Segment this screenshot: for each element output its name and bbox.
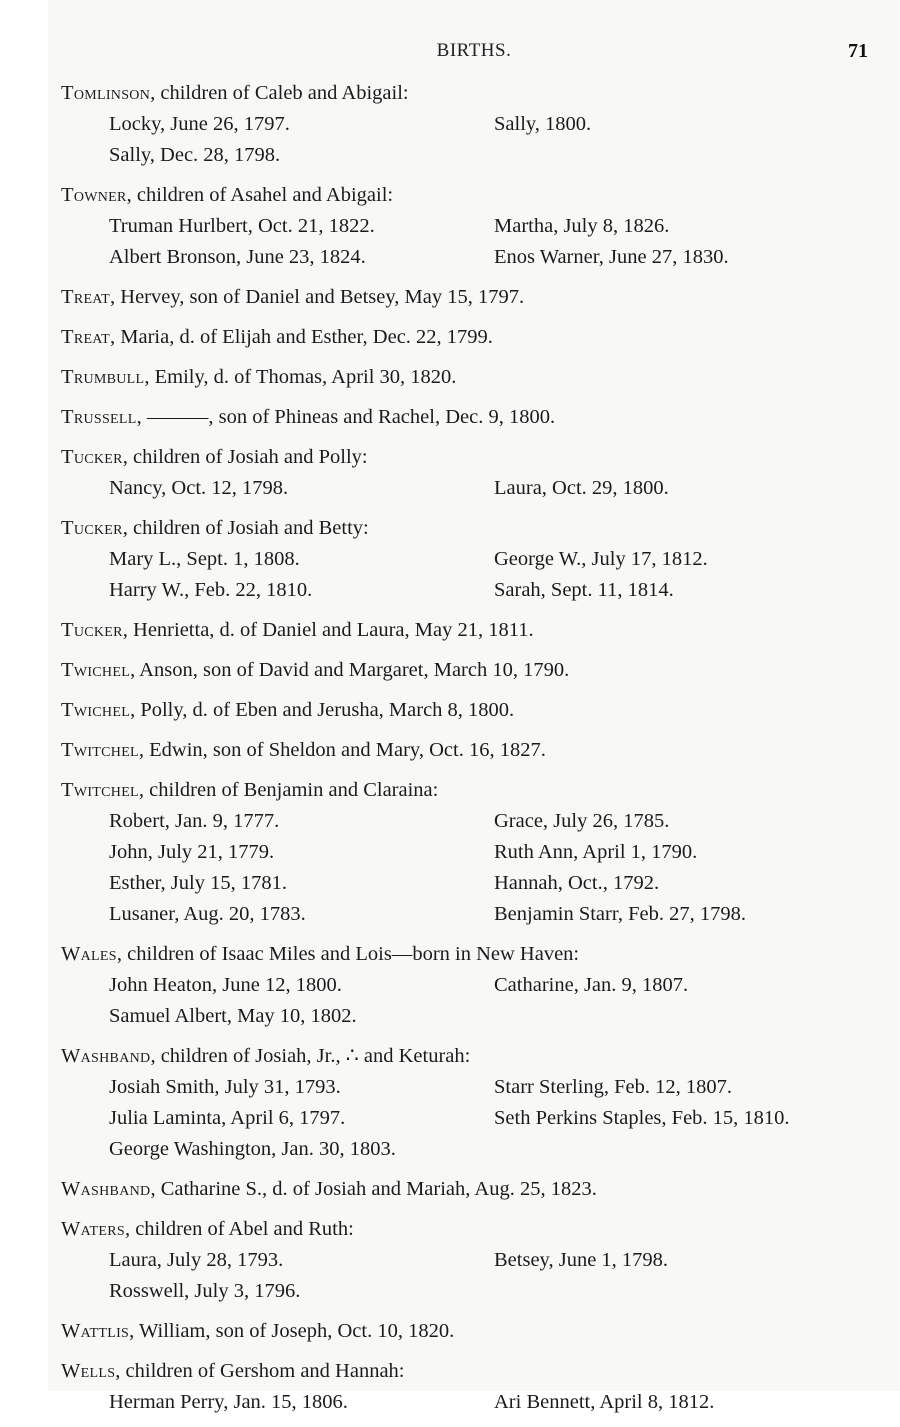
children-list: [61, 544, 891, 606]
surname: Trumbull: [61, 366, 145, 388]
birth-record-entry: [61, 735, 891, 766]
birth-record-entry: [61, 1214, 891, 1307]
surname: Towner: [61, 184, 127, 206]
surname: Twitchel: [61, 739, 139, 761]
child-record: Harry W., Feb. 22, 1810.: [109, 579, 313, 601]
child-record: Lusaner, Aug. 20, 1783.: [109, 903, 306, 925]
entry-text: , children of Abel and Ruth:: [124, 1218, 354, 1240]
child-record: Catharine, Jan. 9, 1807.: [494, 974, 689, 996]
surname: Treat: [61, 326, 111, 348]
child-record: Enos Warner, June 27, 1830.: [494, 246, 729, 268]
child-record: Esther, July 15, 1781.: [109, 872, 287, 894]
child-record: Josiah Smith, July 31, 1793.: [109, 1076, 341, 1098]
surname: Tucker: [61, 446, 123, 468]
child-record: Sally, Dec. 28, 1798.: [109, 144, 281, 166]
entry-headline: [61, 362, 891, 393]
child-record: Mary L., Sept. 1, 1808.: [109, 548, 300, 570]
child-record: Ari Bennett, April 8, 1812.: [494, 1391, 715, 1413]
child-record: Benjamin Starr, Feb. 27, 1798.: [494, 903, 746, 925]
entry-headline: [61, 615, 891, 646]
entry-headline: [61, 775, 891, 806]
entry-text: , Maria, d. of Elijah and Esther, Dec. 22, 1799.: [110, 326, 493, 348]
book-page: [48, 0, 900, 1413]
child-record: Grace, July 26, 1785.: [494, 810, 670, 832]
children-list: [61, 1072, 891, 1165]
child-record: Herman Perry, Jan. 15, 1806.: [109, 1391, 348, 1413]
child-record: Sarah, Sept. 11, 1814.: [494, 579, 674, 601]
surname: Wattlis: [61, 1320, 130, 1342]
surname: Tomlinson: [61, 82, 151, 104]
child-record: Laura, Oct. 29, 1800.: [494, 477, 669, 499]
birth-record-entry: [61, 775, 891, 930]
children-list: [61, 970, 891, 1032]
entry-headline: [61, 1041, 891, 1072]
child-record: Ruth Ann, April 1, 1790.: [494, 841, 698, 863]
entry-headline: [61, 735, 891, 766]
entry-text: , children of Josiah and Polly:: [122, 446, 368, 468]
entry-headline: [61, 442, 891, 473]
entry-headline: [61, 402, 891, 433]
entry-text: , children of Benjamin and Claraina:: [138, 779, 439, 801]
child-record: Rosswell, July 3, 1796.: [109, 1280, 301, 1302]
entry-headline: [61, 1214, 891, 1245]
child-record: Seth Perkins Staples, Feb. 15, 1810.: [494, 1107, 790, 1129]
birth-record-entry: [61, 615, 891, 646]
entry-text: , children of Asahel and Abigail:: [126, 184, 394, 206]
child-record: Laura, July 28, 1793.: [109, 1249, 284, 1271]
birth-record-entry: [61, 362, 891, 393]
entry-headline: [61, 282, 891, 313]
surname: Twitchel: [61, 779, 139, 801]
surname: Twichel: [61, 659, 131, 681]
entry-text: , Hervey, son of Daniel and Betsey, May 15, 1797.: [110, 286, 525, 308]
birth-record-entry: [61, 180, 891, 273]
entry-text: , Anson, son of David and Margaret, March 10, 1790.: [130, 659, 570, 681]
birth-record-entry: [61, 282, 891, 313]
children-list: [61, 211, 891, 273]
child-record: John, July 21, 1779.: [109, 841, 275, 863]
children-list: [61, 806, 891, 930]
entry-text: , children of Josiah and Betty:: [122, 517, 369, 539]
entry-headline: [61, 180, 891, 211]
surname: Tucker: [61, 619, 123, 641]
child-record: Samuel Albert, May 10, 1802.: [109, 1005, 357, 1027]
entry-headline: [61, 1356, 891, 1387]
birth-record-entry: [61, 322, 891, 353]
entry-text: , Polly, d. of Eben and Jerusha, March 8, 1800.: [130, 699, 515, 721]
entry-headline: [61, 513, 891, 544]
child-record: George W., July 17, 1812.: [494, 548, 708, 570]
entry-text: , Catharine S., d. of Josiah and Mariah, Aug. 25, 1823.: [150, 1178, 597, 1200]
entry-text: , Henrietta, d. of Daniel and Laura, May 21, 1811.: [122, 619, 534, 641]
surname: Washband: [61, 1045, 151, 1067]
child-record: Albert Bronson, June 23, 1824.: [109, 246, 366, 268]
entry-headline: [61, 322, 891, 353]
surname: Wales: [61, 943, 117, 965]
birth-record-entry: [61, 1041, 891, 1165]
birth-records-list: [61, 78, 891, 1427]
birth-record-entry: [61, 1356, 891, 1418]
child-record: Sally, 1800.: [494, 113, 592, 135]
entry-headline: [61, 655, 891, 686]
surname: Waters: [61, 1218, 125, 1240]
birth-record-entry: [61, 1174, 891, 1205]
birth-record-entry: [61, 939, 891, 1032]
child-record: Julia Laminta, April 6, 1797.: [109, 1107, 346, 1129]
entry-text: , children of Isaac Miles and Lois—born in New Haven:: [116, 943, 580, 965]
birth-record-entry: [61, 442, 891, 504]
surname: Wells: [61, 1360, 116, 1382]
surname: Twichel: [61, 699, 131, 721]
children-list: [61, 473, 891, 504]
entry-text: , Emily, d. of Thomas, April 30, 1820.: [144, 366, 457, 388]
entry-text: , children of Josiah, Jr., ∴ and Keturah:: [150, 1045, 471, 1067]
child-record: Martha, July 8, 1826.: [494, 215, 670, 237]
child-record: Robert, Jan. 9, 1777.: [109, 810, 280, 832]
entry-text: , William, son of Joseph, Oct. 10, 1820.: [129, 1320, 455, 1342]
surname: Trussell: [61, 406, 137, 428]
birth-record-entry: [61, 695, 891, 726]
child-record: Truman Hurlbert, Oct. 21, 1822.: [109, 215, 375, 237]
child-record: Starr Sterling, Feb. 12, 1807.: [494, 1076, 733, 1098]
child-record: Nancy, Oct. 12, 1798.: [109, 477, 289, 499]
child-record: Hannah, Oct., 1792.: [494, 872, 660, 894]
entry-headline: [61, 78, 891, 109]
birth-record-entry: [61, 513, 891, 606]
birth-record-entry: [61, 402, 891, 433]
birth-record-entry: [61, 655, 891, 686]
birth-record-entry: [61, 78, 891, 171]
entry-headline: [61, 1316, 891, 1347]
entry-text: , ———, son of Phineas and Rachel, Dec. 9, 1800.: [136, 406, 556, 428]
surname: Washband: [61, 1178, 151, 1200]
child-record: John Heaton, June 12, 1800.: [109, 974, 342, 996]
entry-headline: [61, 695, 891, 726]
children-list: [61, 1387, 891, 1418]
birth-record-entry: [61, 1316, 891, 1347]
child-record: Locky, June 26, 1797.: [109, 113, 290, 135]
page-number: 71: [848, 40, 868, 62]
children-list: [61, 109, 891, 171]
children-list: [61, 1245, 891, 1307]
entry-headline: [61, 1174, 891, 1205]
entry-text: , children of Caleb and Abigail:: [150, 82, 409, 104]
entry-text: , Edwin, son of Sheldon and Mary, Oct. 16, 1827.: [138, 739, 546, 761]
entry-headline: [61, 939, 891, 970]
entry-text: , children of Gershom and Hannah:: [115, 1360, 405, 1382]
child-record: Betsey, June 1, 1798.: [494, 1249, 669, 1271]
running-head: [48, 40, 900, 66]
section-title: BIRTHS.: [436, 40, 512, 61]
child-record: George Washington, Jan. 30, 1803.: [109, 1138, 396, 1160]
surname: Tucker: [61, 517, 123, 539]
surname: Treat: [61, 286, 111, 308]
